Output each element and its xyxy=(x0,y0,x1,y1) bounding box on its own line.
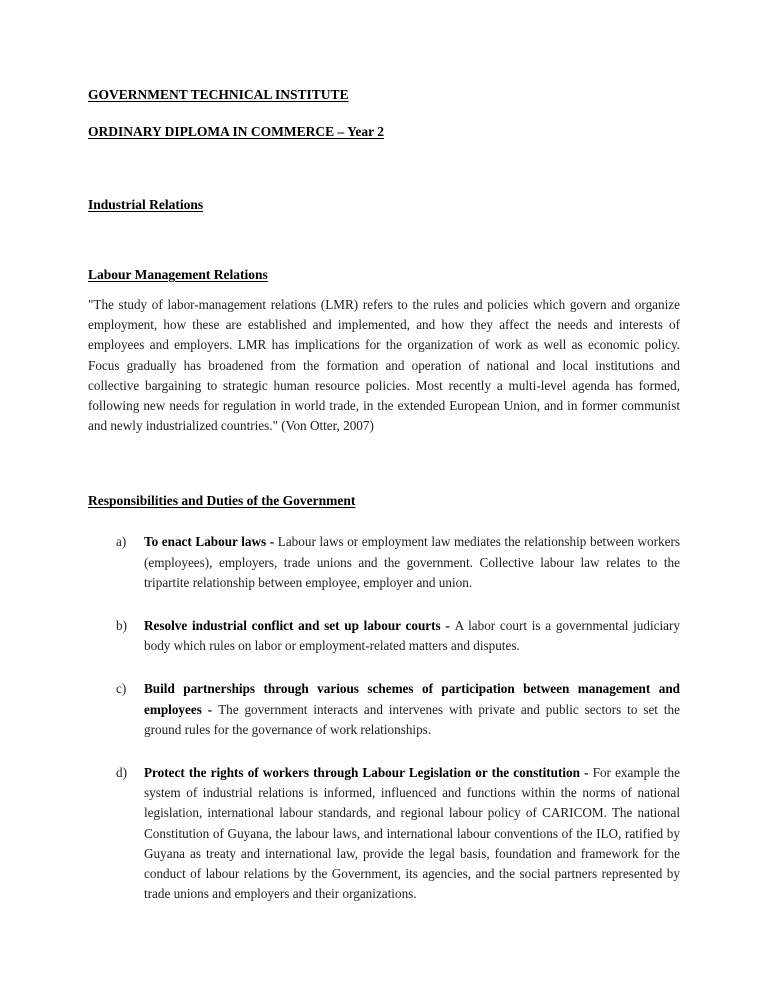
list-item-body: For example the system of industrial relations is informed, influenced and functions within the norms of national legislation, international labour standards, and regional labour policy of CARICOM. The national Constitution of Guyana, the labour laws, and international labour conventions of the ILO, ratified by Guyana as treaty and international law, provide the legal basis, foundation and framework for the conduct of labour relations by the Government, its agencies, and the social partners represented by trade unions and employers and their organizations. xyxy=(144,765,680,902)
section-heading-text: Labour Management Relations xyxy=(88,267,268,282)
list-item xyxy=(88,616,680,656)
section-heading-text: Responsibilities and Duties of the Government xyxy=(88,493,356,509)
course-heading-text: Industrial Relations xyxy=(88,197,204,212)
list-item xyxy=(88,763,680,904)
list-marker: a) xyxy=(116,534,127,550)
list-item-body: Labour laws or employment law mediates the relationship between workers (employees), employers, trade unions and the government. Collective labour law relates to the tripartite relationship between employee, employer and union. xyxy=(144,534,680,590)
list-item-body: The government interacts and intervenes with private and public sectors to set the ground rules for the governance of work relationships. xyxy=(144,701,680,737)
institution-title xyxy=(88,86,680,103)
section-heading-responsibilities xyxy=(88,492,680,509)
section-heading-labour-management-relations xyxy=(88,266,680,283)
programme-title-text: ORDINARY DIPLOMA IN COMMERCE – Year 2 xyxy=(88,124,385,139)
list-item xyxy=(88,679,680,740)
list-item-lead: Resolve industrial conflict and set up labour courts - xyxy=(144,618,455,634)
list-item-lead: Protect the rights of workers through Labour Legislation or the constitution - xyxy=(144,765,593,781)
list-marker: c) xyxy=(116,681,127,697)
responsibilities-list xyxy=(88,532,680,904)
lmr-quote-paragraph: "The study of labor-management relations (LMR) refers to the rules and policies which govern and organize employment, how these are established and implemented, and how they affect the needs and interests of employees and employers. LMR has implications for the organization of work as well as economic policy. Focus gradually has broadened from the formation and operation of national and local institutions and collective bargaining to strategic human resource policies. Most recently a multi-level agenda has formed, following new needs for regulation in world trade, in the extended European Union, and in former communist and newly industrialized countries." (Von Otter, 2007) xyxy=(88,297,680,434)
course-heading xyxy=(88,196,680,213)
list-item xyxy=(88,532,680,593)
list-item-lead: Build partnerships through various schemes of participation between management and employees - xyxy=(144,681,680,717)
list-item-body: A labor court is a governmental judiciary body which rules on labor or employment-related matters and disputes. xyxy=(144,618,681,654)
list-item-lead: To enact Labour laws - xyxy=(144,534,278,550)
document-body xyxy=(88,86,680,904)
list-marker: b) xyxy=(116,618,127,634)
list-marker: d) xyxy=(116,765,127,781)
programme-title xyxy=(88,123,680,140)
institution-title-text: GOVERNMENT TECHNICAL INSTITUTE xyxy=(88,87,349,102)
